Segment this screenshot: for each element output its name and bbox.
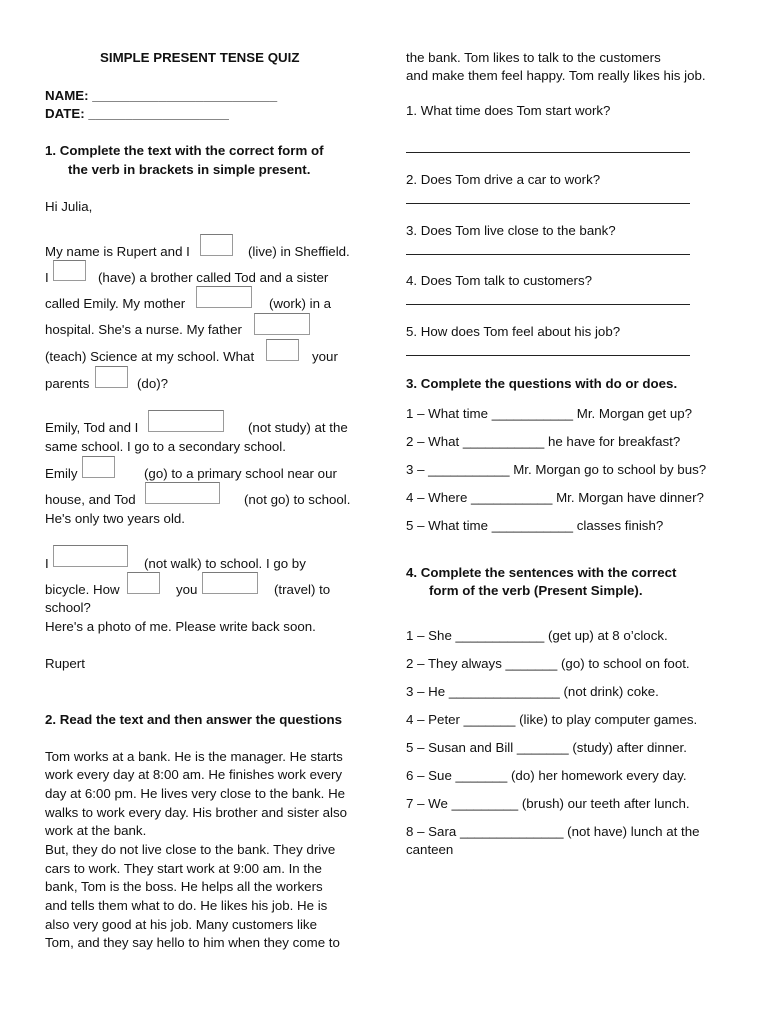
answer-box-not-walk[interactable] [53, 545, 128, 567]
letter-text: (do)? [137, 376, 169, 391]
letter-text: (teach) Science at my school. What [45, 349, 255, 364]
letter-text: called Emily. My mother [45, 296, 186, 311]
sentence-item: 5 – Susan and Bill _______ (study) after dinner. [406, 740, 687, 755]
letter-text: My name is Rupert and I [45, 244, 190, 259]
section4-heading-line2: form of the verb (Present Simple). [429, 583, 643, 598]
letter-text: house, and Tod [45, 492, 136, 507]
reading-text-line: the bank. Tom likes to talk to the customers [406, 50, 661, 65]
letter-text: Here's a photo of me. Please write back soon. [45, 619, 316, 634]
answer-box-do[interactable] [95, 366, 128, 388]
section3-heading: 3. Complete the questions with do or does. [406, 376, 678, 391]
do-does-item: 5 – What time ___________ classes finish? [406, 518, 664, 533]
reading-text-line: also very good at his job. Many customers like [45, 917, 317, 932]
sentence-item: 4 – Peter _______ (like) to play computer games. [406, 712, 698, 727]
name-field[interactable]: NAME: _________________________ [45, 88, 278, 103]
answer-box-live[interactable] [200, 234, 233, 256]
letter-text: I [45, 270, 49, 285]
reading-text-line: work at the bank. [45, 823, 147, 838]
section1-heading-line2: the verb in brackets in simple present. [68, 162, 311, 177]
reading-text-line: and make them feel happy. Tom really likes his job. [406, 68, 706, 83]
letter-text: you [176, 582, 198, 597]
answer-box-not-study[interactable] [148, 410, 224, 432]
comprehension-question: 3. Does Tom live close to the bank? [406, 223, 616, 238]
do-does-item: 4 – Where ___________ Mr. Morgan have dinner? [406, 490, 704, 505]
letter-text: (go) to a primary school near our [144, 466, 337, 481]
section4-heading-line1: 4. Complete the sentences with the correct [406, 565, 677, 580]
do-does-item: 3 – ___________ Mr. Morgan go to school by bus? [406, 462, 707, 477]
letter-text: hospital. She's a nurse. My father [45, 322, 242, 337]
answer-line[interactable] [406, 355, 690, 356]
answer-line[interactable] [406, 304, 690, 305]
letter-text: (work) in a [269, 296, 332, 311]
letter-text: I [45, 556, 49, 571]
do-does-item: 2 – What ___________ he have for breakfast? [406, 434, 681, 449]
sentence-item: 7 – We _________ (brush) our teeth after lunch. [406, 796, 690, 811]
reading-text-line: But, they do not live close to the bank. They drive [45, 842, 336, 857]
letter-text: Emily, Tod and I [45, 420, 139, 435]
sentence-item: 8 – Sara ______________ (not have) lunch at the [406, 824, 700, 839]
section1-heading-line1: 1. Complete the text with the correct form of [45, 143, 324, 158]
letter-text: (not go) to school. [244, 492, 351, 507]
letter-signature: Rupert [45, 656, 85, 671]
letter-text: Emily [45, 466, 78, 481]
answer-box-go[interactable] [82, 456, 115, 478]
answer-box-do-question[interactable] [266, 339, 299, 361]
section2-heading: 2. Read the text and then answer the questions [45, 712, 343, 727]
letter-text: bicycle. How [45, 582, 120, 597]
sentence-item: canteen [406, 842, 454, 857]
sentence-item: 6 – Sue _______ (do) her homework every day. [406, 768, 687, 783]
reading-text-line: cars to work. They start work at 9:00 am. In the [45, 861, 322, 876]
comprehension-question: 5. How does Tom feel about his job? [406, 324, 621, 339]
letter-text: parents [45, 376, 90, 391]
answer-box-not-go[interactable] [145, 482, 220, 504]
letter-text: (have) a brother called Tod and a sister [98, 270, 329, 285]
answer-box-travel[interactable] [202, 572, 258, 594]
letter-text: your [312, 349, 338, 364]
answer-box-do-travel[interactable] [127, 572, 160, 594]
answer-line[interactable] [406, 152, 690, 153]
do-does-item: 1 – What time ___________ Mr. Morgan get up? [406, 406, 693, 421]
letter-text: same school. I go to a secondary school. [45, 439, 286, 454]
date-field[interactable]: DATE: ___________________ [45, 106, 229, 121]
answer-line[interactable] [406, 203, 690, 204]
letter-text: school? [45, 600, 91, 615]
reading-text-line: bank, Tom is the boss. He helps all the workers [45, 879, 323, 894]
answer-box-work[interactable] [196, 286, 252, 308]
reading-text-line: walks to work every day. His brother and sister also [45, 805, 348, 820]
reading-text-line: Tom works at a bank. He is the manager. He starts [45, 749, 343, 764]
sentence-item: 2 – They always _______ (go) to school on foot. [406, 656, 690, 671]
answer-box-have[interactable] [53, 260, 86, 281]
sentence-item: 3 – He _______________ (not drink) coke. [406, 684, 659, 699]
letter-text: He's only two years old. [45, 511, 186, 526]
sentence-item: 1 – She ____________ (get up) at 8 o’clock. [406, 628, 668, 643]
reading-text-line: work every day at 8:00 am. He finishes work every [45, 767, 343, 782]
reading-text-line: Tom, and they say hello to him when they come to [45, 935, 340, 950]
answer-line[interactable] [406, 254, 690, 255]
page-title: SIMPLE PRESENT TENSE QUIZ [100, 50, 300, 65]
comprehension-question: 1. What time does Tom start work? [406, 103, 611, 118]
comprehension-question: 4. Does Tom talk to customers? [406, 273, 592, 288]
answer-box-teach[interactable] [254, 313, 310, 335]
letter-text: (travel) to [274, 582, 331, 597]
letter-greeting: Hi Julia, [45, 199, 93, 214]
letter-text: (live) in Sheffield. [248, 244, 350, 259]
reading-text-line: and tells them what to do. He likes his job. He is [45, 898, 328, 913]
letter-text: (not study) at the [248, 420, 348, 435]
letter-text: (not walk) to school. I go by [144, 556, 306, 571]
reading-text-line: day at 6:00 pm. He lives very close to the bank. He [45, 786, 346, 801]
comprehension-question: 2. Does Tom drive a car to work? [406, 172, 601, 187]
